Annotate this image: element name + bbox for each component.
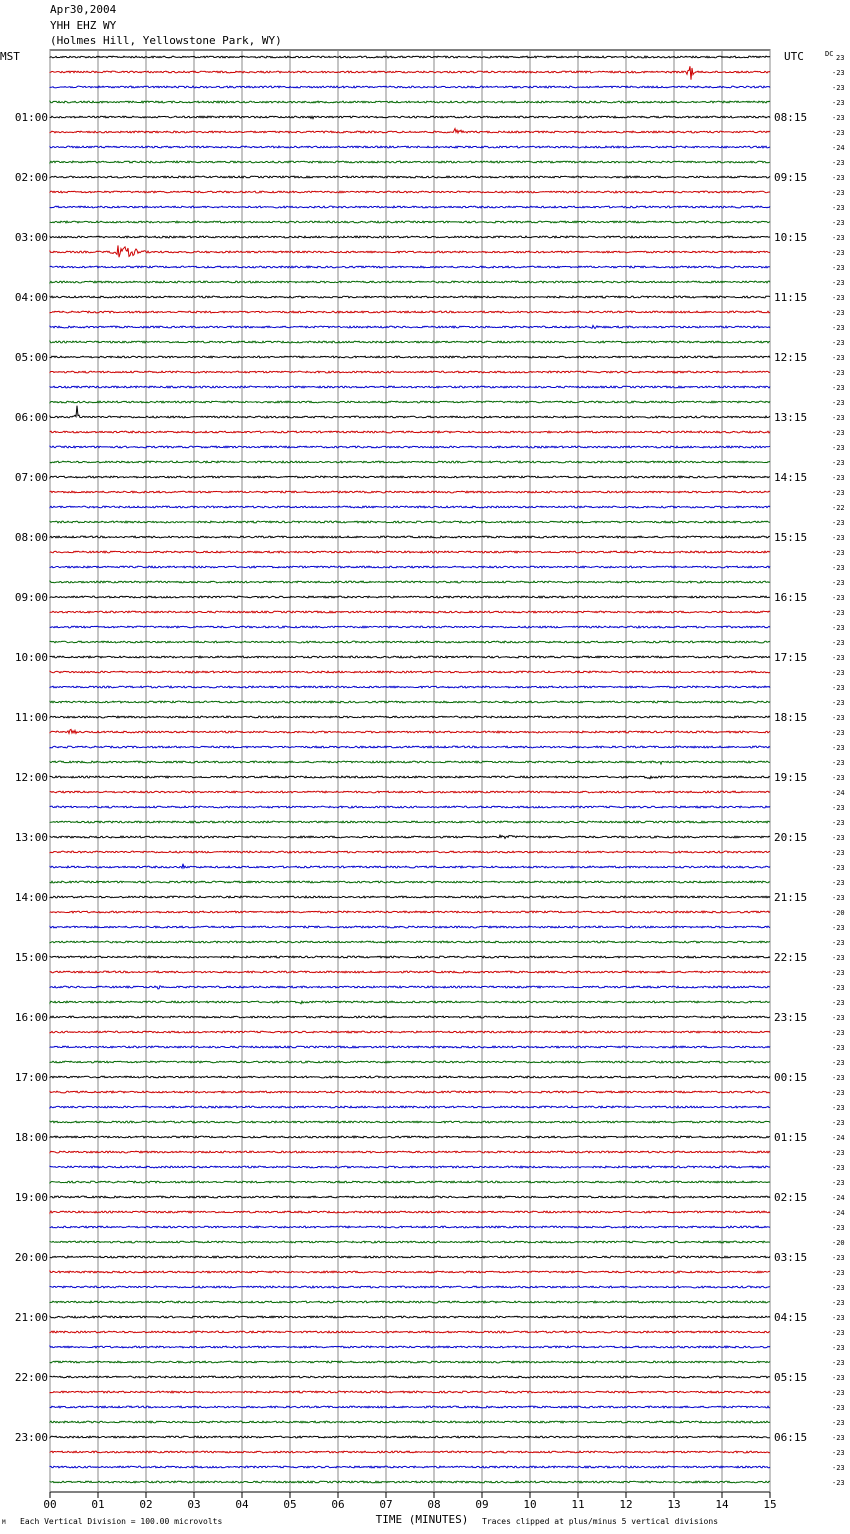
date-label: Apr30,2004 <box>50 3 117 16</box>
dc-label: DC <box>825 50 834 58</box>
right-hour-label: 11:15 <box>774 291 808 304</box>
trace-line <box>50 461 770 463</box>
right-hour-label: 14:15 <box>774 471 808 484</box>
dc-offset-label: -24 <box>832 1134 845 1142</box>
x-tick-label: 11 <box>571 1498 585 1511</box>
dc-offset-label: -23 <box>832 429 845 437</box>
trace-line <box>50 761 770 764</box>
trace-line <box>50 1196 770 1198</box>
dc-offset-label: -23 <box>832 954 845 962</box>
trace-line <box>50 191 770 193</box>
dc-offset-label: -23 <box>832 1374 845 1382</box>
right-hour-label: 10:15 <box>774 231 808 244</box>
dc-offset-label: -23 <box>832 999 845 1007</box>
dc-offset-label: -23 <box>832 834 845 842</box>
right-timezone-label: UTC <box>784 50 804 63</box>
trace-line <box>50 129 770 133</box>
trace-line <box>50 1421 770 1423</box>
dc-offset-label: -23 <box>832 744 845 752</box>
trace-line <box>50 701 770 703</box>
trace-line <box>50 506 770 508</box>
trace-line <box>50 911 770 913</box>
trace-line <box>50 776 770 779</box>
dc-offset-label: -23 <box>832 234 845 242</box>
dc-offset-label: -24 <box>832 1194 845 1202</box>
dc-offset-label: -20 <box>832 909 845 917</box>
left-hour-label: 16:00 <box>14 1011 48 1024</box>
dc-offset-label: -23 <box>832 519 845 527</box>
trace-line <box>50 806 770 808</box>
trace-line <box>50 325 770 328</box>
trace-line <box>50 296 770 298</box>
dc-offset-label: -23 <box>832 1044 845 1052</box>
right-hour-label: 05:15 <box>774 1371 808 1384</box>
dc-offset-label: -23 <box>832 1074 845 1082</box>
trace-line <box>50 896 770 898</box>
dc-offset-label: -23 <box>832 489 845 497</box>
dc-offset-label: -23 <box>832 69 845 77</box>
dc-offset-label: -23 <box>832 1329 845 1337</box>
dc-offset-label: -23 <box>832 1419 845 1427</box>
dc-offset-label: -23 <box>832 99 845 107</box>
dc-offset-label: -23 <box>832 819 845 827</box>
dc-offset-label: -23 <box>832 684 845 692</box>
dc-offset-label: -23 <box>832 774 845 782</box>
trace-line <box>50 716 770 718</box>
trace-line <box>50 86 770 88</box>
trace-line <box>50 1451 770 1453</box>
dc-offset-label: -24 <box>832 789 845 797</box>
dc-offset-label: -23 <box>832 324 845 332</box>
right-hour-label: 03:15 <box>774 1251 808 1264</box>
trace-line <box>50 521 770 523</box>
dc-offset-label: -23 <box>832 279 845 287</box>
left-hour-label: 06:00 <box>14 411 48 424</box>
x-tick-label: 05 <box>283 1498 297 1511</box>
right-hour-label: 01:15 <box>774 1131 808 1144</box>
trace-line <box>50 1091 770 1093</box>
trace-line <box>50 66 770 79</box>
left-hour-label: 13:00 <box>14 831 48 844</box>
trace-line <box>50 641 770 643</box>
x-tick-label: 14 <box>715 1498 729 1511</box>
right-hour-label: 16:15 <box>774 591 808 604</box>
trace-line <box>50 611 770 613</box>
left-hour-label: 02:00 <box>14 171 48 184</box>
dc-offset-label: -23 <box>832 1089 845 1097</box>
label-group <box>0 50 845 1526</box>
trace-line <box>50 236 770 238</box>
trace-line <box>50 1136 770 1138</box>
dc-offset-label: -23 <box>832 1179 845 1187</box>
dc-offset-label: -23 <box>832 729 845 737</box>
dc-offset-label: -23 <box>832 654 845 662</box>
dc-offset-label: -23 <box>832 624 845 632</box>
trace-line <box>50 431 770 433</box>
dc-offset-label: -23 <box>832 564 845 572</box>
dc-offset-label: -23 <box>832 1224 845 1232</box>
left-hour-label: 17:00 <box>14 1071 48 1084</box>
trace-line <box>50 1271 770 1273</box>
left-hour-label: 01:00 <box>14 111 48 124</box>
left-hour-label: 07:00 <box>14 471 48 484</box>
dc-offset-label: -23 <box>832 639 845 647</box>
trace-line <box>50 1016 770 1018</box>
trace-line <box>50 746 770 748</box>
left-hour-label: 05:00 <box>14 351 48 364</box>
trace-line <box>50 1076 770 1078</box>
dc-offset-label: -23 <box>832 369 845 377</box>
trace-line <box>50 101 770 103</box>
trace-line <box>50 371 770 373</box>
dc-offset-label: -23 <box>832 1434 845 1442</box>
right-hour-label: 21:15 <box>774 891 808 904</box>
dc-offset-label: -23 <box>832 1029 845 1037</box>
left-hour-label: 14:00 <box>14 891 48 904</box>
right-hour-label: 18:15 <box>774 711 808 724</box>
trace-line <box>50 941 770 943</box>
trace-line <box>50 386 770 388</box>
corner-mark: M <box>2 1519 6 1526</box>
trace-line <box>50 266 770 268</box>
left-hour-label: 04:00 <box>14 291 48 304</box>
trace-line <box>50 1256 770 1258</box>
dc-offset-label: -23 <box>832 1284 845 1292</box>
trace-group <box>50 56 770 1483</box>
trace-line <box>50 536 770 538</box>
dc-offset-label: -23 <box>832 114 845 122</box>
trace-line <box>50 1241 770 1243</box>
trace-line <box>50 566 770 568</box>
dc-offset-label: -23 <box>832 1014 845 1022</box>
trace-line <box>50 851 770 853</box>
dc-offset-label: -23 <box>832 939 845 947</box>
scale-note: Each Vertical Division = 100.00 microvolts <box>20 1517 223 1526</box>
right-hour-label: 12:15 <box>774 351 808 364</box>
trace-line <box>50 1346 770 1348</box>
dc-offset-label: -23 <box>832 534 845 542</box>
location-label: (Holmes Hill, Yellowstone Park, WY) <box>50 34 282 47</box>
left-hour-label: 03:00 <box>14 231 48 244</box>
dc-offset-label: -23 <box>832 159 845 167</box>
dc-offset-label: -23 <box>832 984 845 992</box>
dc-offset-label: -23 <box>832 174 845 182</box>
trace-line <box>50 206 770 208</box>
trace-line <box>50 245 770 257</box>
clip-note: Traces clipped at plus/minus 5 vertical divisions <box>482 1517 719 1526</box>
dc-offset-label: -23 <box>832 459 845 467</box>
trace-line <box>50 1301 770 1303</box>
dc-offset-label: -23 <box>832 219 845 227</box>
trace-line <box>50 986 770 989</box>
left-hour-label: 08:00 <box>14 531 48 544</box>
dc-offset-label: -23 <box>832 1359 845 1367</box>
trace-line <box>50 1286 770 1288</box>
trace-line <box>50 1466 770 1468</box>
trace-line <box>50 1166 770 1168</box>
dc-offset-label: -23 <box>832 1149 845 1157</box>
right-hour-label: 00:15 <box>774 1071 808 1084</box>
left-hour-label: 20:00 <box>14 1251 48 1264</box>
dc-offset-label: -23 <box>832 309 845 317</box>
right-hour-label: 23:15 <box>774 1011 808 1024</box>
trace-line <box>50 551 770 553</box>
right-hour-label: 19:15 <box>774 771 808 784</box>
dc-offset-label: -23 <box>832 609 845 617</box>
left-hour-label: 21:00 <box>14 1311 48 1324</box>
dc-offset-label: -23 <box>832 84 845 92</box>
trace-line <box>50 1316 770 1318</box>
right-hour-label: 09:15 <box>774 171 808 184</box>
dc-offset-label: -23 <box>832 1104 845 1112</box>
x-tick-label: 02 <box>139 1498 153 1511</box>
trace-line <box>50 656 770 658</box>
dc-offset-label: -23 <box>832 594 845 602</box>
trace-line <box>50 1106 770 1108</box>
right-hour-label: 15:15 <box>774 531 808 544</box>
trace-line <box>50 1121 770 1123</box>
trace-line <box>50 626 770 628</box>
dc-offset-label: -23 <box>832 879 845 887</box>
dc-offset-label: -23 <box>832 249 845 257</box>
trace-line <box>50 341 770 343</box>
x-tick-label: 13 <box>667 1498 681 1511</box>
left-hour-label: 22:00 <box>14 1371 48 1384</box>
trace-line <box>50 1151 770 1153</box>
trace-line <box>50 1406 770 1408</box>
trace-line <box>50 864 770 868</box>
left-hour-label: 18:00 <box>14 1131 48 1144</box>
left-hour-label: 10:00 <box>14 651 48 664</box>
dc-offset-label: -23 <box>832 189 845 197</box>
trace-line <box>50 1391 770 1393</box>
trace-line <box>50 476 770 478</box>
trace-line <box>50 161 770 163</box>
dc-offset-label: -23 <box>832 924 845 932</box>
trace-line <box>50 729 770 733</box>
dc-offset-label: -23 <box>832 444 845 452</box>
station-label: YHH EHZ WY <box>50 19 117 32</box>
left-hour-label: 15:00 <box>14 951 48 964</box>
trace-line <box>50 146 770 148</box>
trace-line <box>50 821 770 823</box>
dc-offset-label: -23 <box>832 549 845 557</box>
dc-offset-label: -23 <box>832 129 845 137</box>
trace-line <box>50 791 770 793</box>
trace-line <box>50 56 770 58</box>
x-tick-label: 00 <box>43 1498 57 1511</box>
x-tick-label: 06 <box>331 1498 345 1511</box>
trace-line <box>50 116 770 119</box>
dc-offset-label: -23 <box>832 1464 845 1472</box>
dc-offset-label: -23 <box>832 204 845 212</box>
right-hour-label: 13:15 <box>774 411 808 424</box>
dc-offset-label: -23 <box>832 339 845 347</box>
right-hour-label: 04:15 <box>774 1311 808 1324</box>
trace-line <box>50 881 770 883</box>
dc-offset-label: -23 <box>832 1479 845 1487</box>
left-hour-label: 12:00 <box>14 771 48 784</box>
dc-offset-label: -23 <box>832 1404 845 1412</box>
trace-line <box>50 176 770 178</box>
dc-offset-label: -23 <box>832 1269 845 1277</box>
trace-line <box>50 971 770 973</box>
dc-offset-label: -23 <box>832 669 845 677</box>
dc-offset-label: -24 <box>832 144 845 152</box>
dc-offset-label: -23 <box>832 1299 845 1307</box>
x-tick-label: 01 <box>91 1498 105 1511</box>
trace-line <box>50 401 770 403</box>
dc-offset-label: -23 <box>832 1254 845 1262</box>
trace-line <box>50 311 770 313</box>
left-hour-label: 19:00 <box>14 1191 48 1204</box>
trace-line <box>50 1376 770 1378</box>
dc-offset-label: 23 <box>836 54 845 62</box>
dc-offset-label: -23 <box>832 1119 845 1127</box>
dc-offset-label: -23 <box>832 264 845 272</box>
trace-line <box>50 581 770 583</box>
trace-line <box>50 1181 770 1183</box>
dc-offset-label: -24 <box>832 1209 845 1217</box>
dc-offset-label: -23 <box>832 474 845 482</box>
x-tick-label: 03 <box>187 1498 201 1511</box>
x-tick-label: 10 <box>523 1498 537 1511</box>
trace-line <box>50 1331 770 1333</box>
dc-offset-label: -23 <box>832 384 845 392</box>
trace-line <box>50 835 770 838</box>
trace-line <box>50 1046 770 1048</box>
trace-line <box>50 671 770 673</box>
left-timezone-label: MST <box>0 50 20 63</box>
trace-line <box>50 1001 770 1004</box>
dc-offset-label: -23 <box>832 579 845 587</box>
trace-line <box>50 491 770 493</box>
trace-line <box>50 956 770 958</box>
left-hour-label: 11:00 <box>14 711 48 724</box>
dc-offset-label: -20 <box>832 1239 845 1247</box>
right-hour-label: 20:15 <box>774 831 808 844</box>
dc-offset-label: -23 <box>832 399 845 407</box>
x-tick-label: 15 <box>763 1498 777 1511</box>
x-tick-label: 08 <box>427 1498 441 1511</box>
x-tick-label: 07 <box>379 1498 393 1511</box>
dc-offset-label: -23 <box>832 354 845 362</box>
x-tick-label: 09 <box>475 1498 489 1511</box>
dc-offset-label: -23 <box>832 804 845 812</box>
trace-line <box>50 446 770 448</box>
dc-offset-label: -23 <box>832 414 845 422</box>
trace-line <box>50 406 770 418</box>
trace-line <box>50 596 770 598</box>
dc-offset-label: -23 <box>832 894 845 902</box>
left-hour-label: 09:00 <box>14 591 48 604</box>
dc-offset-label: -23 <box>832 849 845 857</box>
trace-line <box>50 1361 770 1363</box>
trace-line <box>50 281 770 283</box>
right-hour-label: 17:15 <box>774 651 808 664</box>
right-hour-label: 22:15 <box>774 951 808 964</box>
dc-offset-label: -22 <box>832 504 845 512</box>
trace-line <box>50 1061 770 1063</box>
trace-line <box>50 356 770 358</box>
dc-offset-label: -23 <box>832 1164 845 1172</box>
trace-line <box>50 1436 770 1438</box>
dc-offset-label: -23 <box>832 1344 845 1352</box>
x-tick-label: 04 <box>235 1498 249 1511</box>
trace-line <box>50 1481 770 1483</box>
left-hour-label: 23:00 <box>14 1431 48 1444</box>
x-tick-label: 12 <box>619 1498 633 1511</box>
trace-line <box>50 1211 770 1213</box>
dc-offset-label: -23 <box>832 759 845 767</box>
right-hour-label: 02:15 <box>774 1191 808 1204</box>
trace-line <box>50 1226 770 1228</box>
dc-offset-label: -23 <box>832 294 845 302</box>
right-hour-label: 08:15 <box>774 111 808 124</box>
trace-line <box>50 686 770 688</box>
dc-offset-label: -23 <box>832 1389 845 1397</box>
plot-frame <box>50 50 770 1492</box>
dc-offset-label: -23 <box>832 864 845 872</box>
dc-offset-label: -23 <box>832 969 845 977</box>
dc-offset-label: -23 <box>832 714 845 722</box>
dc-offset-label: -23 <box>832 1449 845 1457</box>
trace-line <box>50 1031 770 1033</box>
dc-offset-label: -23 <box>832 1059 845 1067</box>
dc-offset-label: -23 <box>832 699 845 707</box>
x-axis-label: TIME (MINUTES) <box>375 1513 469 1526</box>
trace-line <box>50 926 770 928</box>
dc-offset-label: -23 <box>832 1314 845 1322</box>
trace-line <box>50 221 770 223</box>
right-hour-label: 06:15 <box>774 1431 808 1444</box>
